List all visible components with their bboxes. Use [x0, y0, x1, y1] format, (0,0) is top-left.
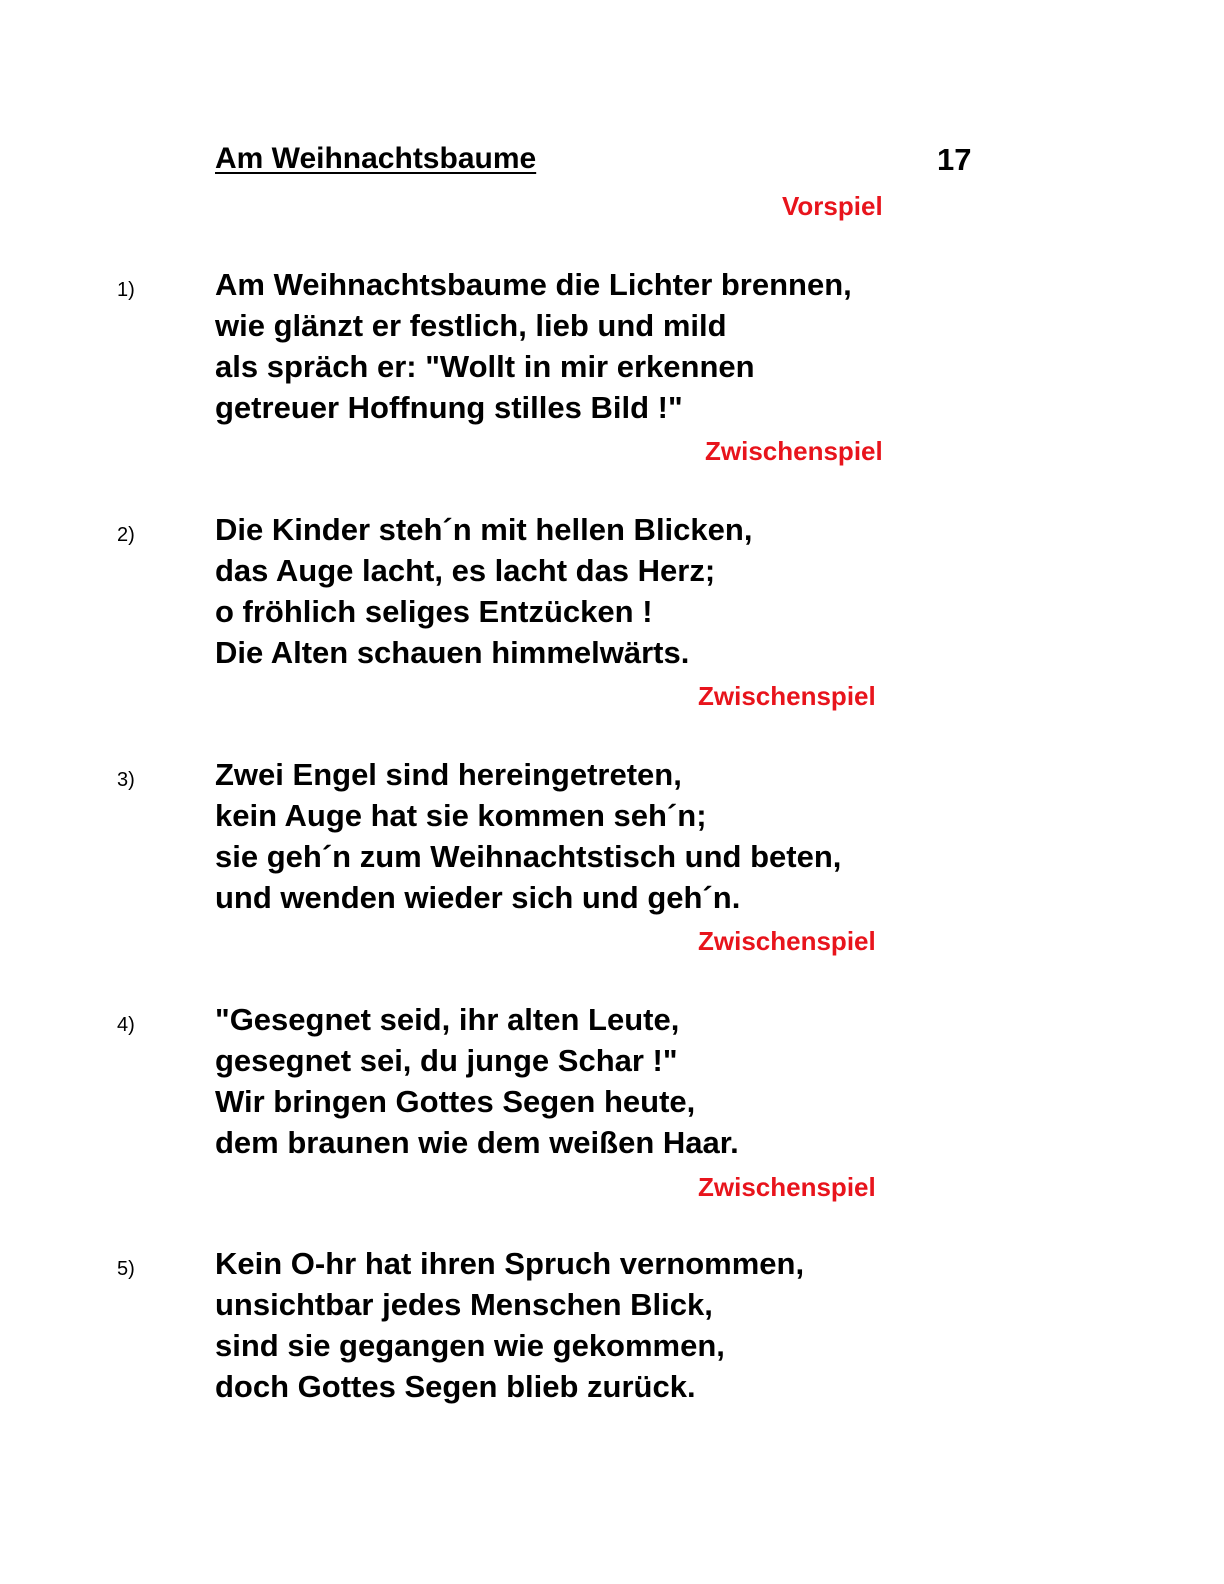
- prelude-cue: Vorspiel: [782, 191, 883, 221]
- verse-line: Die Kinder steh´n mit hellen Blicken,: [215, 512, 753, 547]
- verse-line: dem braunen wie dem weißen Haar.: [215, 1125, 739, 1160]
- verse-line: Die Alten schauen himmelwärts.: [215, 635, 690, 670]
- verse-line: "Gesegnet seid, ihr alten Leute,: [215, 1002, 680, 1037]
- verse-line: sind sie gegangen wie gekommen,: [215, 1328, 725, 1363]
- interlude-cue: Zwischenspiel: [698, 1172, 876, 1202]
- verse-number: 2): [117, 524, 135, 546]
- verse-line: Kein O-hr hat ihren Spruch vernommen,: [215, 1246, 805, 1281]
- verse-5: [215, 1243, 804, 1407]
- interlude-cue: Zwischenspiel: [705, 436, 883, 466]
- verse-line: das Auge lacht, es lacht das Herz;: [215, 553, 716, 588]
- verse-line: Wir bringen Gottes Segen heute,: [215, 1084, 696, 1119]
- verse-4: [215, 999, 739, 1163]
- verse-number: 1): [117, 279, 135, 301]
- verse-line: Am Weihnachtsbaume die Lichter brennen,: [215, 267, 852, 302]
- verse-line: sie geh´n zum Weihnachtstisch und beten,: [215, 839, 842, 874]
- verse-2: [215, 509, 752, 673]
- verse-line: o fröhlich seliges Entzücken !: [215, 594, 653, 629]
- verse-line: und wenden wieder sich und geh´n.: [215, 880, 741, 915]
- verse-line: Zwei Engel sind hereingetreten,: [215, 757, 682, 792]
- verse-line: doch Gottes Segen blieb zurück.: [215, 1369, 696, 1404]
- verse-1: [215, 264, 852, 428]
- verse-number: 4): [117, 1014, 135, 1036]
- verse-line: unsichtbar jedes Menschen Blick,: [215, 1287, 713, 1322]
- page-number: 17: [937, 142, 972, 177]
- verse-line: als spräch er: "Wollt in mir erkennen: [215, 349, 755, 384]
- song-title: Am Weihnachtsbaume: [215, 142, 537, 175]
- verse-3: [215, 754, 841, 918]
- verse-number: 3): [117, 769, 135, 791]
- verse-line: wie glänzt er festlich, lieb und mild: [215, 308, 727, 343]
- interlude-cue: Zwischenspiel: [698, 926, 876, 956]
- verse-line: gesegnet sei, du junge Schar !": [215, 1043, 678, 1078]
- verse-number: 5): [117, 1258, 135, 1280]
- verse-line: getreuer Hoffnung stilles Bild !": [215, 390, 683, 425]
- interlude-cue: Zwischenspiel: [698, 681, 876, 711]
- verse-line: kein Auge hat sie kommen seh´n;: [215, 798, 707, 833]
